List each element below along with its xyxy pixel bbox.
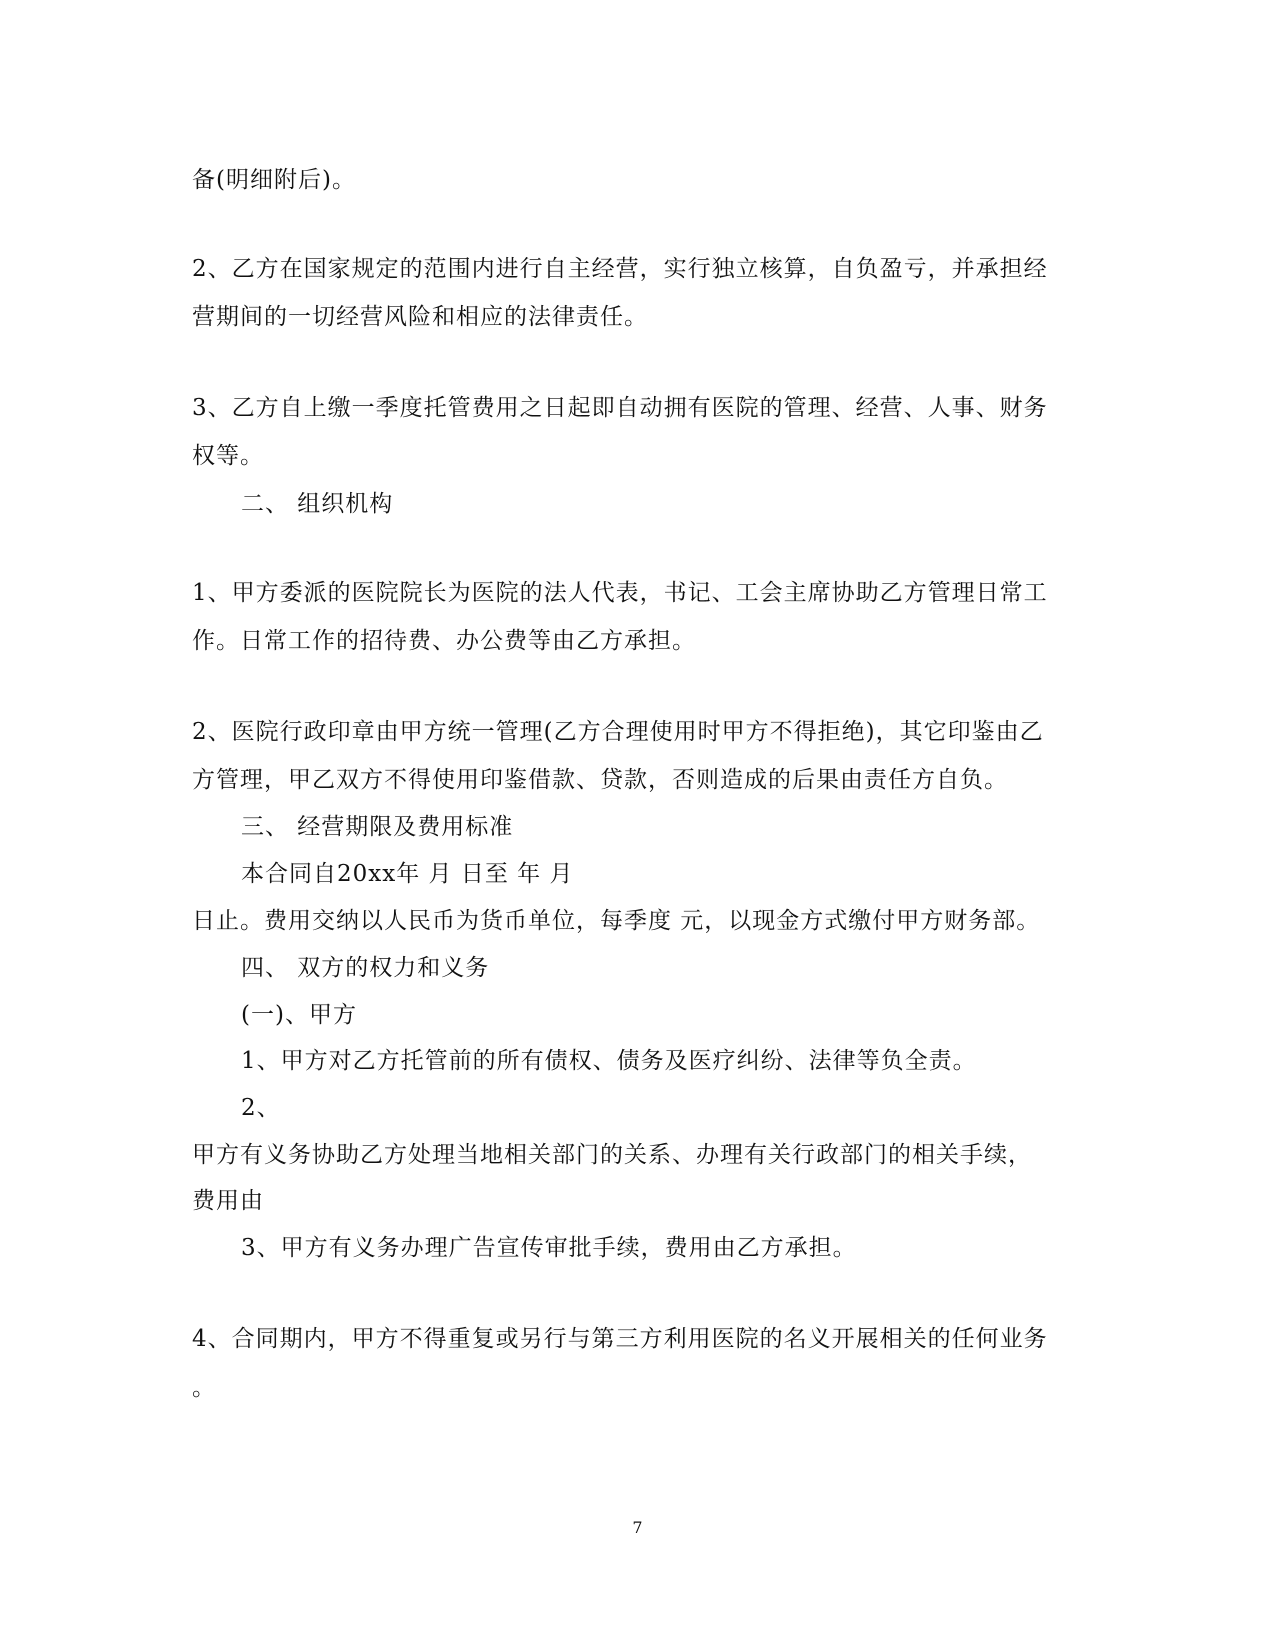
text-line: 费用由 <box>192 1188 264 1214</box>
subsection-heading: (一)、甲方 <box>241 1002 357 1028</box>
text-line: 备(明细附后)。 <box>192 167 356 193</box>
page-number: 7 <box>632 1518 643 1537</box>
text-line: 1、甲方委派的医院院长为医院的法人代表，书记、工会主席协助乙方管理日常工 <box>192 580 1048 606</box>
text-line: 2、乙方在国家规定的范围内进行自主经营，实行独立核算，自负盈亏，并承担经 <box>192 256 1048 282</box>
section-heading: 四、 双方的权力和义务 <box>241 955 490 981</box>
text-line: 方管理，甲乙双方不得使用印鉴借款、贷款，否则造成的后果由责任方自负。 <box>192 767 1008 793</box>
text-line: 营期间的一切经营风险和相应的法律责任。 <box>192 304 648 330</box>
text-line: 3、乙方自上缴一季度托管费用之日起即自动拥有医院的管理、经营、人事、财务 <box>192 395 1048 421</box>
section-heading: 三、 经营期限及费用标准 <box>241 814 514 840</box>
text-line: 甲方有义务协助乙方处理当地相关部门的关系、办理有关行政部门的相关手续， <box>192 1142 1032 1168</box>
text-line: 1、甲方对乙方托管前的所有债权、债务及医疗纠纷、法律等负全责。 <box>241 1048 977 1074</box>
text-line: 权等。 <box>192 443 264 469</box>
text-line: 4、合同期内，甲方不得重复或另行与第三方利用医院的名义开展相关的任何业务 <box>192 1326 1048 1352</box>
text-line: 3、甲方有义务办理广告宣传审批手续，费用由乙方承担。 <box>241 1235 857 1261</box>
section-heading: 二、 组织机构 <box>241 491 394 517</box>
text-line: 日止。费用交纳以人民币为货币单位，每季度 元，以现金方式缴付甲方财务部。 <box>192 908 1041 934</box>
text-line: 2、医院行政印章由甲方统一管理(乙方合理使用时甲方不得拒绝)，其它印鉴由乙 <box>192 719 1044 745</box>
text-line: 2、 <box>241 1095 281 1121</box>
text-line: 本合同自20xx年 月 日至 年 月 <box>241 861 574 887</box>
text-line: 作。日常工作的招待费、办公费等由乙方承担。 <box>192 628 696 654</box>
text-line: 。 <box>192 1375 216 1401</box>
